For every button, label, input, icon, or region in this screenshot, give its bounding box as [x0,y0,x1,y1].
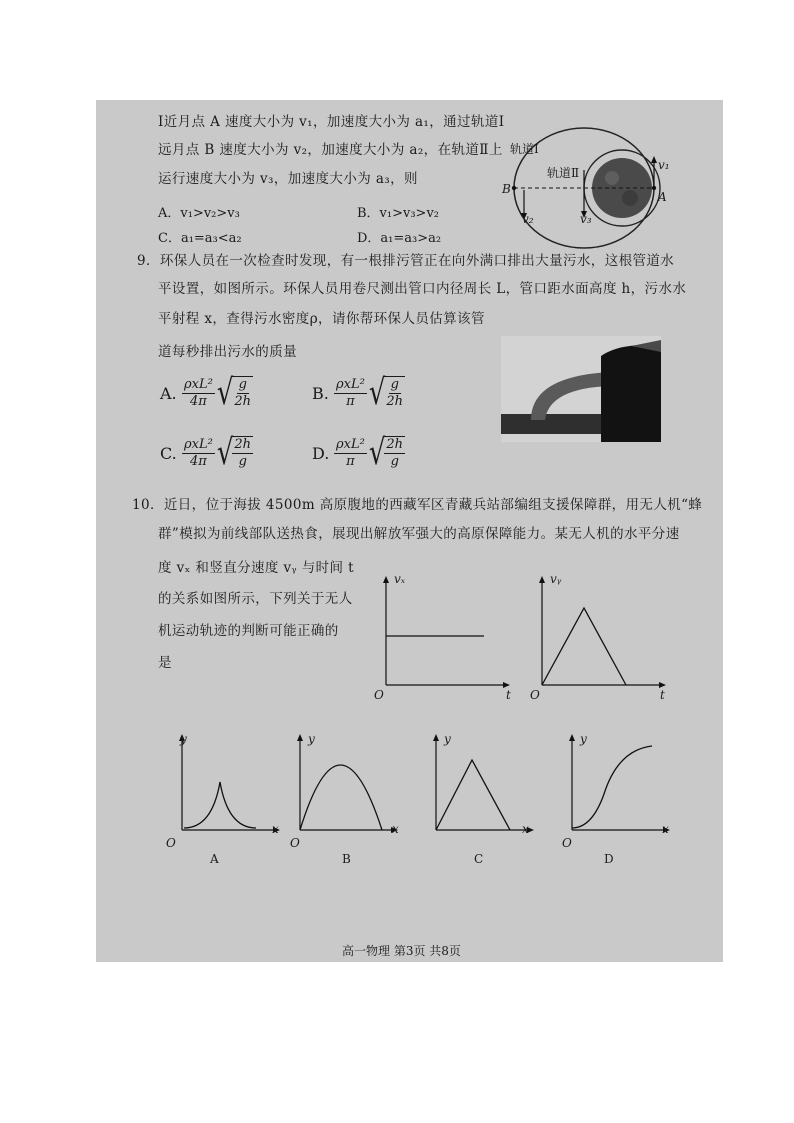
exam-page [96,100,723,962]
choice-d-xlabel: x [662,822,669,836]
orbit-label-track1: 轨道Ⅰ [510,142,539,156]
q9-option-b: B. $\frac{\text{ρxL²}}{\pi}$ √ $\frac{g}{2h}$ [312,372,404,414]
choice-c-curve [436,760,510,830]
orbit-label-b: B [502,182,511,196]
choice-d-ylabel: y [580,732,587,746]
orbit-label-a: A [658,190,667,204]
choice-a-ylabel: y [180,732,187,746]
choice-b-origin: O [290,836,300,850]
choice-c-label: C [474,852,484,866]
q8-line1: Ⅰ近月点 A 速度大小为 v₁，加速度大小为 a₁，通过轨道Ⅰ [158,114,505,130]
orbit-label-v3: v₃ [580,212,592,226]
q10-line2: 群”模拟为前线部队送热食，展现出解放军强大的高原保障能力。某无人机的水平分速 [158,526,680,542]
graph-vy-xlabel: t [660,688,665,702]
choice-a-origin: O [166,836,176,850]
orbit-figure [496,110,676,250]
choice-d-label: D [604,852,614,866]
graph-vx-t [376,570,516,700]
q8-option-a: A．v₁>v₂>v₃ [158,206,240,221]
choice-b-curve [300,765,382,830]
q8-option-c: C．a₁=a₃<a₂ [158,231,242,246]
choice-a-xlabel: x [272,822,279,836]
q9-option-c: C. $\frac{\text{ρxL²}}{4\pi}$ √ $\frac{2h}{g}$ [160,432,252,474]
q9-option-d: D. $\frac{\text{ρxL²}}{\pi}$ √ $\frac{2h}{g}$ [312,432,404,474]
orbit-label-v2: v₂ [522,212,534,226]
choice-a-label: A [210,852,219,866]
vy-triangle [542,608,626,685]
graph-vy-ylabel: vᵧ [550,572,562,586]
sewage-pipe-photo [501,336,661,442]
q9-line3: 平射程 x，查得污水密度ρ，请你帮环保人员估算该管 [158,311,485,327]
choice-d-origin: O [562,836,572,850]
q10-line1: 10．近日，位于海拔 4500m 高原腹地的西藏军区青藏兵站部编组支援保障群，用无人机“蜂 [132,497,703,513]
q9-line4: 道每秒排出污水的质量 [158,344,297,360]
orbit-label-v1: v₁ [658,158,670,172]
q8-line2: 远月点 B 速度大小为 v₂，加速度大小为 a₂，在轨道Ⅱ上 [158,142,503,158]
choice-d-curve [572,746,652,828]
q8-option-b: B．v₁>v₃>v₂ [357,206,440,221]
q9-line1: 9．环保人员在一次检查时发现，有一根排污管正在向外满口排出大量污水，这根管道水 [137,253,675,269]
q10-line3: 度 vₓ 和竖直分速度 vᵧ 与时间 t [158,560,354,576]
graph-vy-origin: O [530,688,540,702]
q10-line5: 机运动轨迹的判断可能正确的 [158,623,339,639]
page-footer: 高一物理 第3页 共8页 [342,944,461,958]
orbit-label-track2: 轨道Ⅱ [547,166,580,180]
q8-line3: 运行速度大小为 v₃，加速度大小为 a₃，则 [158,171,418,187]
choice-b-label: B [342,852,351,866]
choice-a-graph [172,730,282,840]
choice-b-graph [290,730,400,840]
choice-b-xlabel: x [392,822,399,836]
q8-option-d: D．a₁=a₃>a₂ [357,231,442,246]
q10-line6: 是 [158,655,172,671]
graph-vx-origin: O [374,688,384,702]
q9-option-a: A. $\frac{\text{ρxL²}}{4\pi}$ √ $\frac{g}{2h}$ [160,372,252,414]
graph-vx-xlabel: t [506,688,511,702]
graph-vy-t [532,570,672,700]
choice-c-ylabel: y [444,732,451,746]
q10-line4: 的关系如图所示，下列关于无人 [158,591,353,607]
q9-line2: 平设置，如图所示。环保人员用卷尺测出管口内径周长 L，管口距水面高度 h，污水水 [158,281,687,297]
choice-d-graph [562,730,672,840]
graph-vx-ylabel: vₓ [394,572,406,586]
choice-a-curve [184,782,256,828]
choice-c-graph [426,730,536,840]
choice-b-ylabel: y [308,732,315,746]
choice-c-xlabel: x [522,822,529,836]
